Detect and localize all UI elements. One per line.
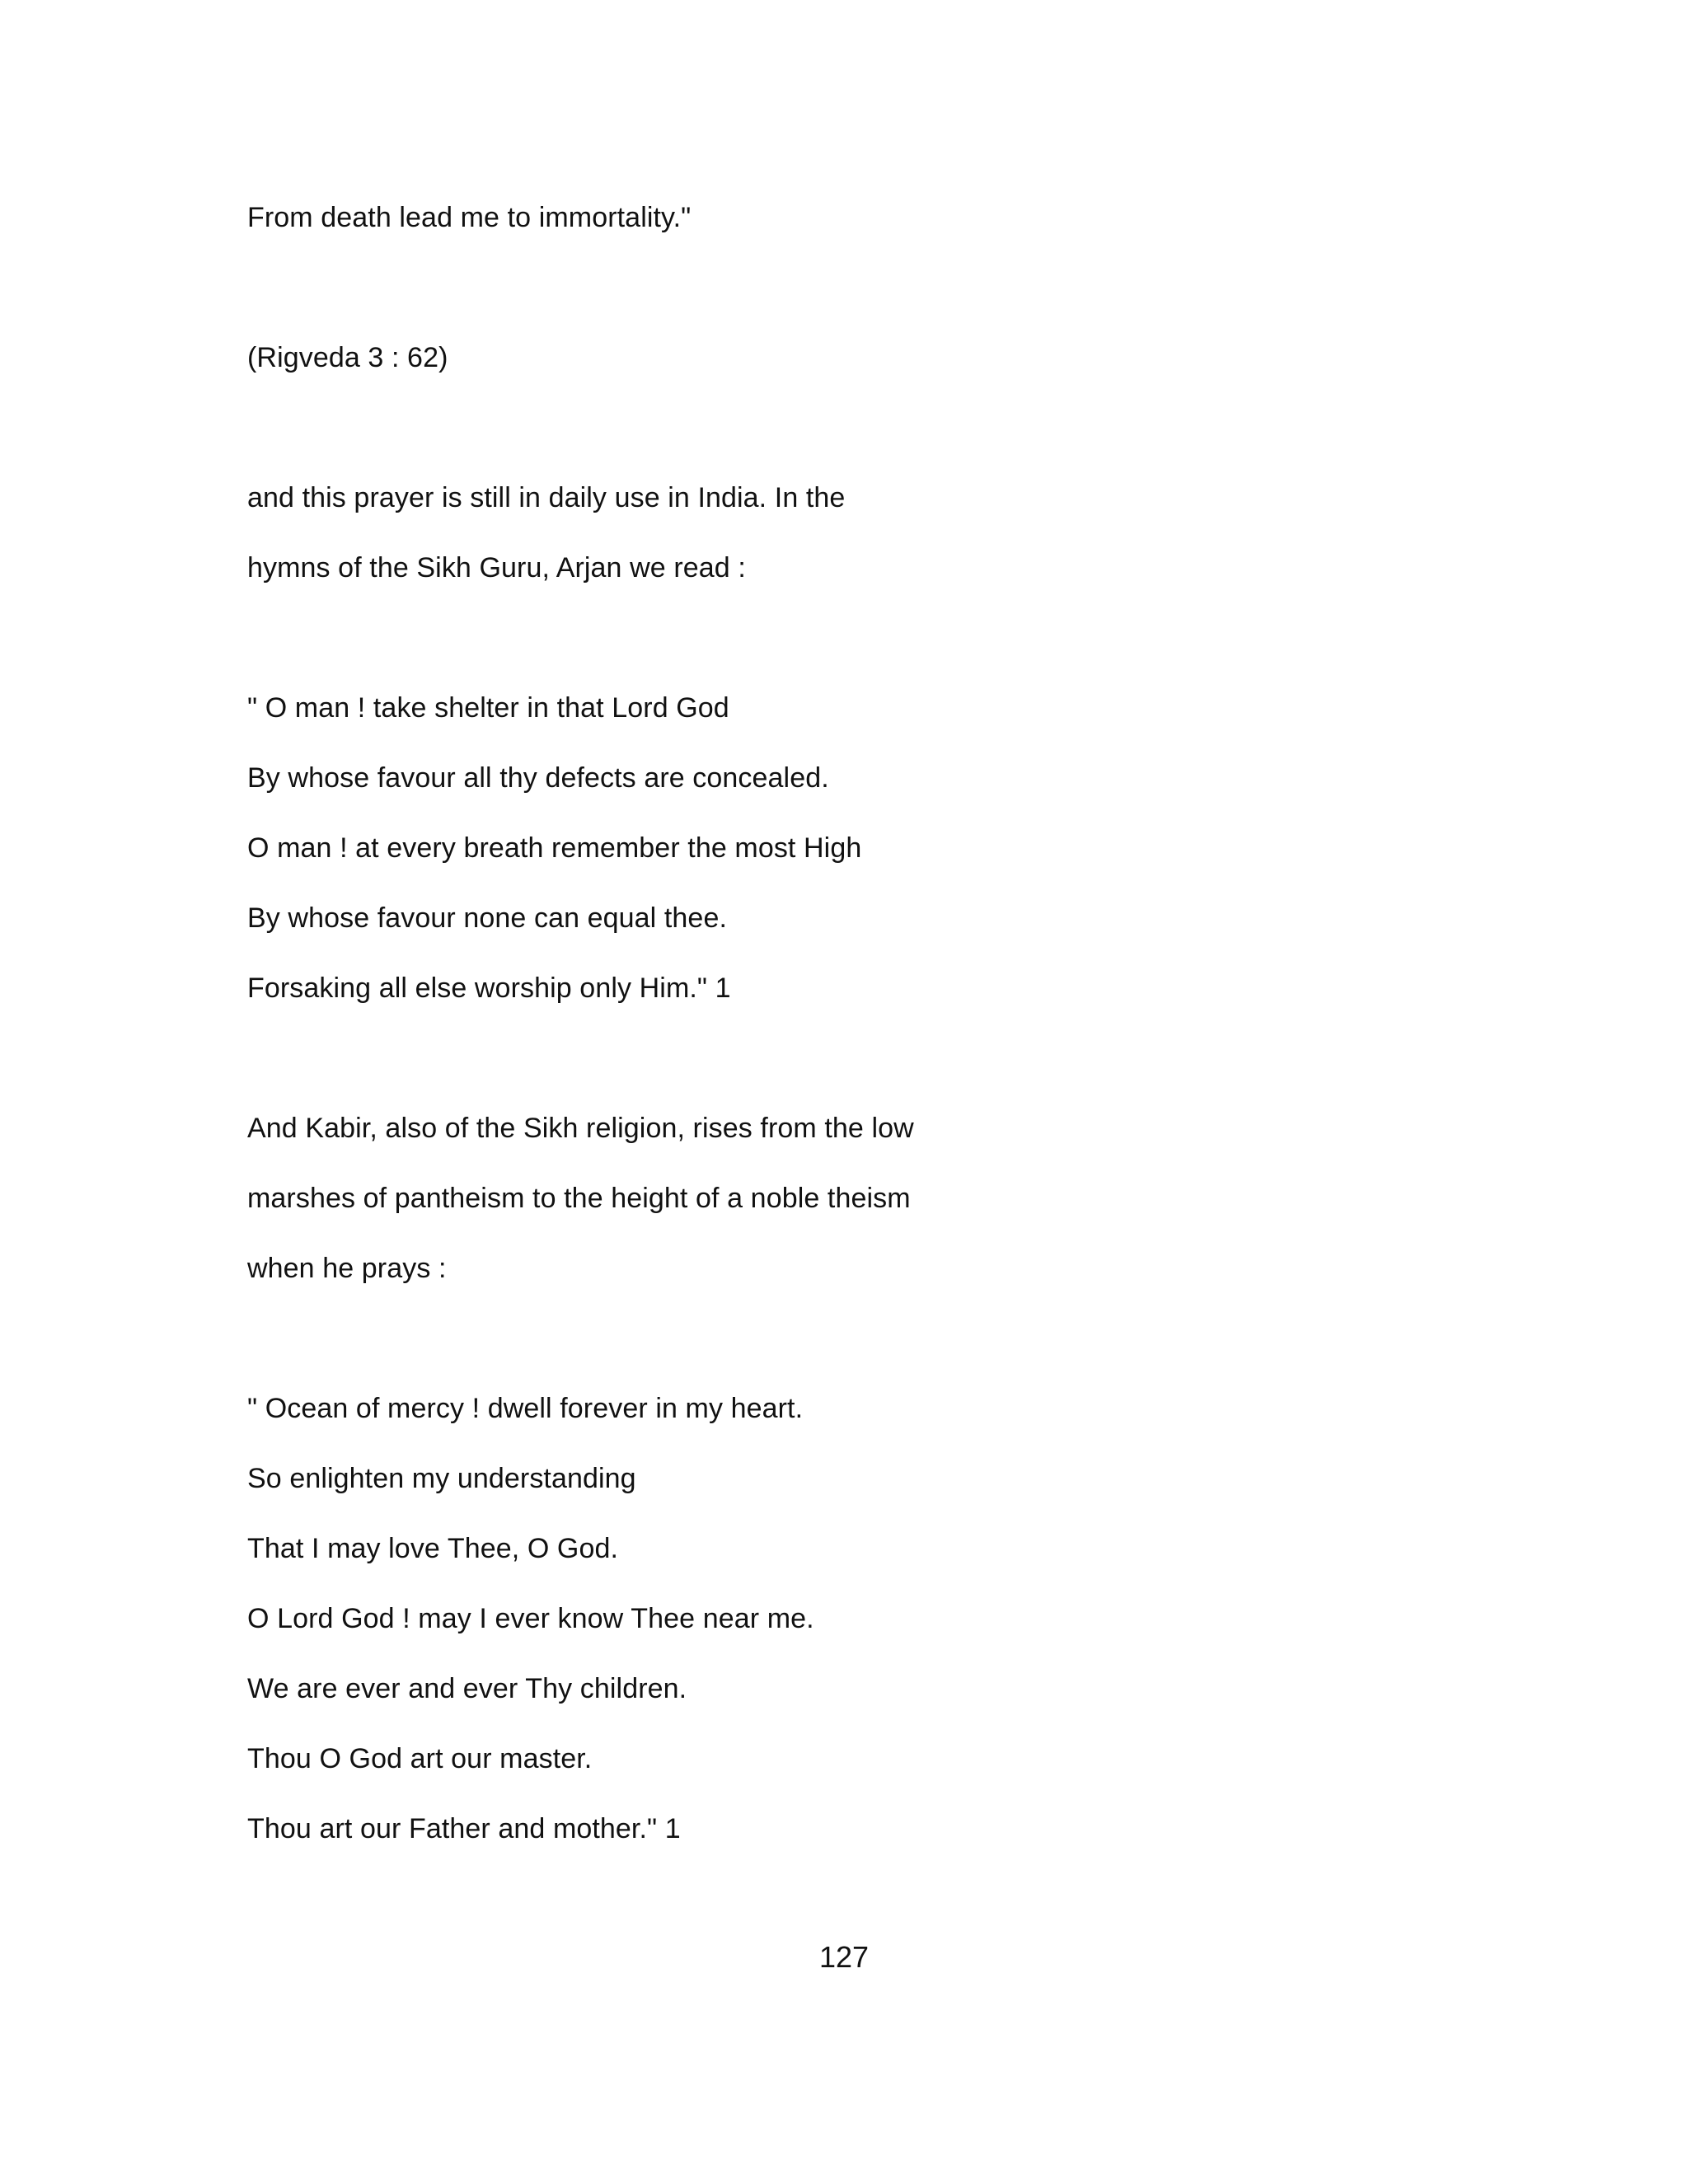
page-number: 127 xyxy=(818,1940,870,1974)
verse-line: So enlighten my understanding xyxy=(247,1463,636,1494)
verse-line: " O man ! take shelter in that Lord God xyxy=(247,692,729,724)
verse-line: By whose favour all thy defects are concealed. xyxy=(247,762,829,794)
text-line: marshes of pantheism to the height of a noble theism xyxy=(247,1183,911,1214)
verse-line: O Lord God ! may I ever know Thee near me. xyxy=(247,1603,814,1634)
verse-line: Forsaking all else worship only Him." 1 xyxy=(247,972,731,1004)
verse-line: By whose favour none can equal thee. xyxy=(247,902,727,934)
text-line: hymns of the Sikh Guru, Arjan we read : xyxy=(247,552,746,583)
text-line: when he prays : xyxy=(247,1253,447,1284)
text-line: From death lead me to immortality." xyxy=(247,202,692,233)
verse-line: Thou art our Father and mother." 1 xyxy=(247,1813,681,1844)
verse-line: Thou O God art our master. xyxy=(247,1743,593,1774)
verse-line: O man ! at every breath remember the most High xyxy=(247,832,862,864)
text-line: And Kabir, also of the Sikh religion, rises from the low xyxy=(247,1113,914,1144)
citation-line: (Rigveda 3 : 62) xyxy=(247,342,448,373)
verse-line: " Ocean of mercy ! dwell forever in my heart. xyxy=(247,1393,804,1424)
verse-line: That I may love Thee, O God. xyxy=(247,1533,619,1564)
verse-line: We are ever and ever Thy children. xyxy=(247,1673,687,1704)
text-line: and this prayer is still in daily use in India. In the xyxy=(247,482,846,513)
